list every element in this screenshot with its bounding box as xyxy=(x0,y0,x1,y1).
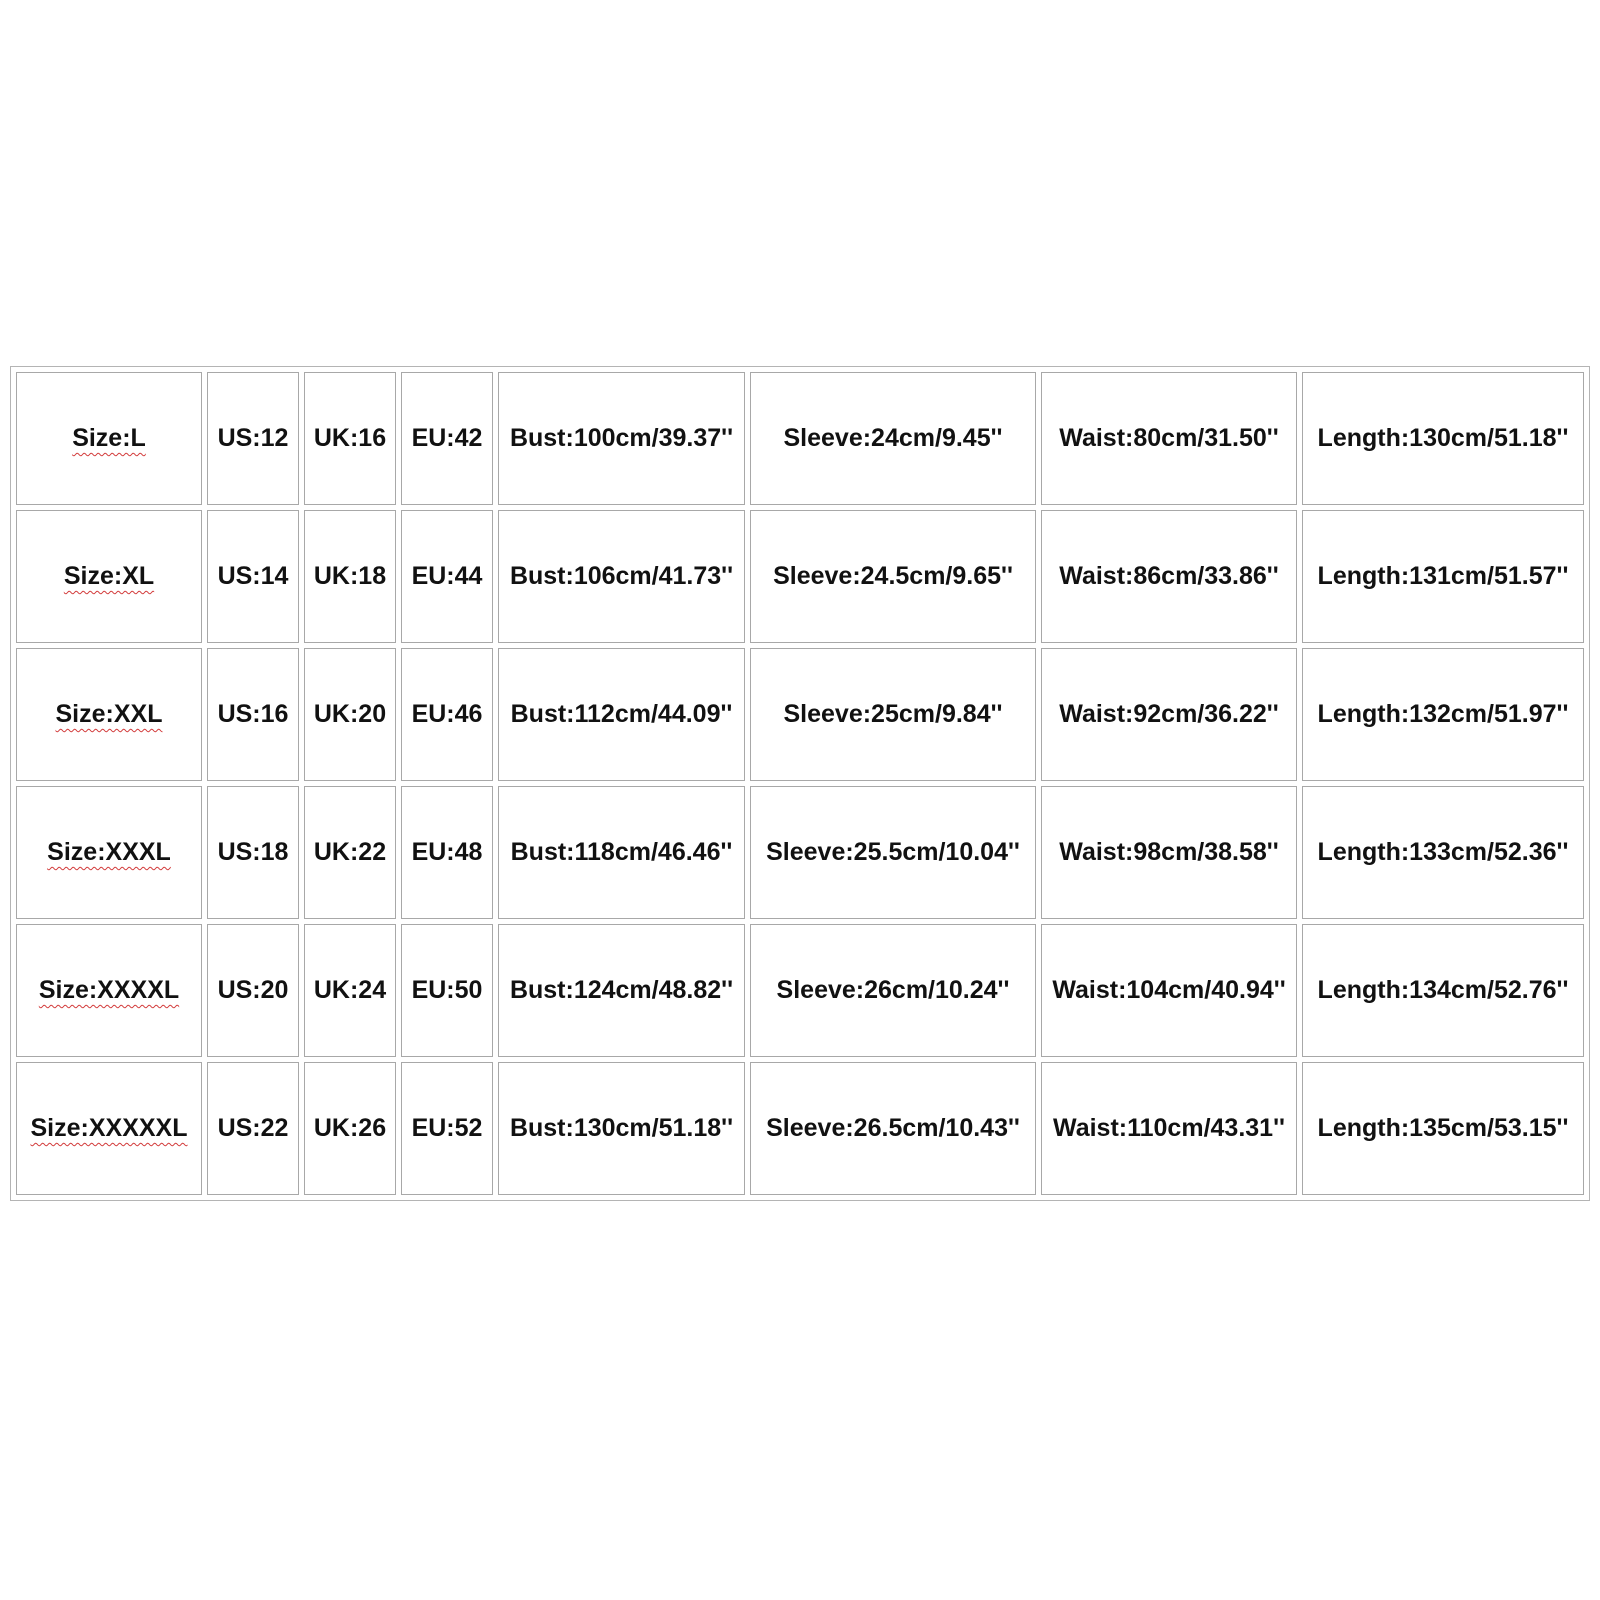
size-cell: Size:XXXL xyxy=(16,786,202,919)
uk-size-cell: UK:20 xyxy=(304,648,396,781)
size-row-xxxl xyxy=(16,786,1584,919)
eu-size-cell: EU:48 xyxy=(401,786,493,919)
bust-cell: Bust:124cm/48.82'' xyxy=(498,924,745,1057)
eu-size-cell: EU:42 xyxy=(401,372,493,505)
bust-cell: Bust:130cm/51.18'' xyxy=(498,1062,745,1195)
size-row-xxxxl xyxy=(16,924,1584,1057)
size-row-xl xyxy=(16,510,1584,643)
size-row-l xyxy=(16,372,1584,505)
length-cell: Length:133cm/52.36'' xyxy=(1302,786,1584,919)
eu-size-cell: EU:44 xyxy=(401,510,493,643)
sleeve-cell: Sleeve:24cm/9.45'' xyxy=(750,372,1036,505)
size-cell: Size:XL xyxy=(16,510,202,643)
bust-cell: Bust:106cm/41.73'' xyxy=(498,510,745,643)
sleeve-cell: Sleeve:26cm/10.24'' xyxy=(750,924,1036,1057)
waist-cell: Waist:110cm/43.31'' xyxy=(1041,1062,1297,1195)
bust-cell: Bust:100cm/39.37'' xyxy=(498,372,745,505)
sleeve-cell: Sleeve:25.5cm/10.04'' xyxy=(750,786,1036,919)
uk-size-cell: UK:18 xyxy=(304,510,396,643)
us-size-cell: US:18 xyxy=(207,786,299,919)
uk-size-cell: UK:22 xyxy=(304,786,396,919)
size-row-xxl xyxy=(16,648,1584,781)
waist-cell: Waist:86cm/33.86'' xyxy=(1041,510,1297,643)
us-size-cell: US:12 xyxy=(207,372,299,505)
uk-size-cell: UK:16 xyxy=(304,372,396,505)
eu-size-cell: EU:50 xyxy=(401,924,493,1057)
sleeve-cell: Sleeve:25cm/9.84'' xyxy=(750,648,1036,781)
size-cell: Size:XXXXL xyxy=(16,924,202,1057)
us-size-cell: US:20 xyxy=(207,924,299,1057)
size-cell: Size:XXXXXL xyxy=(16,1062,202,1195)
size-cell: Size:L xyxy=(16,372,202,505)
length-cell: Length:132cm/51.97'' xyxy=(1302,648,1584,781)
bust-cell: Bust:118cm/46.46'' xyxy=(498,786,745,919)
us-size-cell: US:16 xyxy=(207,648,299,781)
bust-cell: Bust:112cm/44.09'' xyxy=(498,648,745,781)
waist-cell: Waist:104cm/40.94'' xyxy=(1041,924,1297,1057)
sleeve-cell: Sleeve:24.5cm/9.65'' xyxy=(750,510,1036,643)
length-cell: Length:131cm/51.57'' xyxy=(1302,510,1584,643)
length-cell: Length:134cm/52.76'' xyxy=(1302,924,1584,1057)
waist-cell: Waist:92cm/36.22'' xyxy=(1041,648,1297,781)
us-size-cell: US:14 xyxy=(207,510,299,643)
size-cell: Size:XXL xyxy=(16,648,202,781)
length-cell: Length:130cm/51.18'' xyxy=(1302,372,1584,505)
uk-size-cell: UK:24 xyxy=(304,924,396,1057)
size-row-xxxxxl xyxy=(16,1062,1584,1195)
sleeve-cell: Sleeve:26.5cm/10.43'' xyxy=(750,1062,1036,1195)
us-size-cell: US:22 xyxy=(207,1062,299,1195)
length-cell: Length:135cm/53.15'' xyxy=(1302,1062,1584,1195)
eu-size-cell: EU:52 xyxy=(401,1062,493,1195)
waist-cell: Waist:80cm/31.50'' xyxy=(1041,372,1297,505)
waist-cell: Waist:98cm/38.58'' xyxy=(1041,786,1297,919)
uk-size-cell: UK:26 xyxy=(304,1062,396,1195)
eu-size-cell: EU:46 xyxy=(401,648,493,781)
size-chart-table xyxy=(10,366,1590,1201)
